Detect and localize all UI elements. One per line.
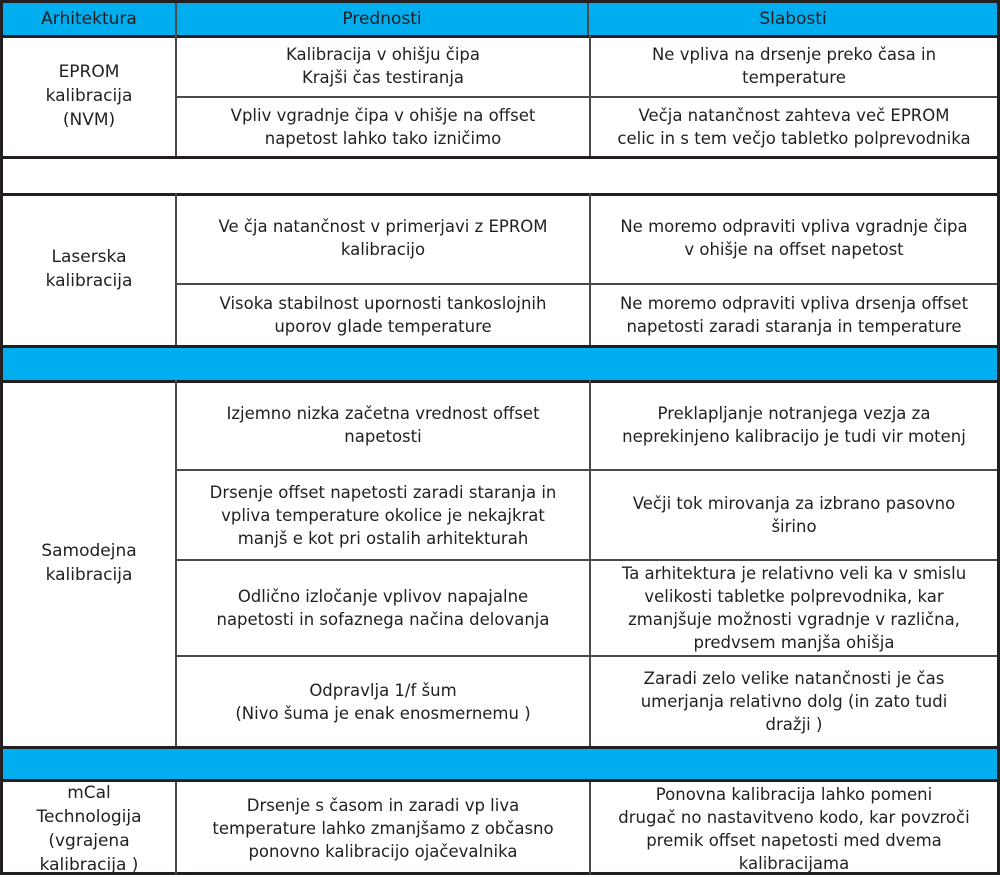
advantage-cell: Odpravlja 1/f šum (Nivo šuma je enak enosmernemu ) <box>235 680 531 723</box>
group-eprom <box>3 35 997 156</box>
separator-row <box>3 156 997 196</box>
advantage-cell: Visoka stabilnost upornosti tankoslojnih uporov glade temperature <box>219 294 547 336</box>
weakness-cell: Ne moremo odpraviti vpliva vgradnje čipa v ohišje na offset napetost <box>589 193 997 283</box>
table-row <box>175 96 997 156</box>
weakness-cell: Ponovna kalibracija lahko pomeni drugač no nastavitveno kodo, kar povzroči premik offset napetosti med dvema kalibracijama <box>589 782 997 875</box>
header-weaknesses: Slabosti <box>587 3 997 35</box>
advantage-cell: Izjemno nizka začetna vrednost offset napetosti <box>226 403 540 446</box>
table-row <box>175 559 997 655</box>
group-automatic <box>3 380 997 746</box>
header-advantages: Prednosti <box>175 3 587 35</box>
weakness-cell: Večji tok mirovanja za izbrano pasovno širino <box>589 471 997 559</box>
table-row <box>175 35 997 96</box>
separator-row <box>3 345 997 383</box>
architecture-name: Laserska kalibracija <box>45 247 133 291</box>
table-header <box>3 3 997 38</box>
table-row <box>175 283 997 345</box>
advantage-cell: Odlično izločanje vplivov napajalne napetosti in sofaznega načina delovanja <box>216 587 550 629</box>
architecture-name: mCal Technologija (vgrajena kalibracija ) <box>36 782 142 875</box>
weakness-cell: Ta arhitektura je relativno veli ka v smislu velikosti tabletke polprevodnika, kar zmanjšuje možnosti vgradnje v različna, predvsem manjša ohišja <box>589 561 997 655</box>
architecture-name: Samodejna kalibracija <box>41 541 137 585</box>
group-laser <box>3 193 997 345</box>
separator-row <box>3 746 997 782</box>
weakness-cell: Večja natančnost zahteva več EPROM celic in s tem večjo tabletko polprevodnika <box>589 98 997 156</box>
table-row <box>175 469 997 559</box>
group-mcal <box>3 782 997 875</box>
advantage-cell: Drsenje offset napetosti zaradi staranja in vpliva temperature okolice je nekajkrat manjš e kot pri ostalih arhitekturah <box>209 482 557 548</box>
advantage-cell: Kalibracija v ohišju čipa Krajši čas testiranja <box>285 44 481 87</box>
advantage-cell: Vpliv vgradnje čipa v ohišje na offset napetost lahko tako izničimo <box>230 106 536 148</box>
weakness-cell: Preklapljanje notranjega vezja za neprekinjeno kalibracijo je tudi vir motenj <box>589 380 997 469</box>
weakness-cell: Zaradi zelo velike natančnosti je čas umerjanja relativno dolg (in zato tudi dražji ) <box>589 657 997 746</box>
architecture-name: EPROM kalibracija (NVM) <box>45 61 133 130</box>
weakness-cell: Ne vpliva na drsenje preko časa in temperature <box>589 35 997 96</box>
weakness-cell: Ne moremo odpraviti vpliva drsenja offset napetosti zaradi staranja in temperature <box>589 285 997 345</box>
advantage-cell: Ve čja natančnost v primerjavi z EPROM kalibracijo <box>218 217 548 259</box>
advantage-cell: Drsenje s časom in zaradi vp liva temperature lahko zmanjšamo z občasno ponovno kalibracijo ojačevalnika <box>212 796 554 861</box>
header-architecture: Arhitektura <box>41 8 137 29</box>
table-row <box>175 655 997 746</box>
table-row <box>175 380 997 469</box>
table-row <box>175 782 997 875</box>
table-row <box>175 193 997 283</box>
